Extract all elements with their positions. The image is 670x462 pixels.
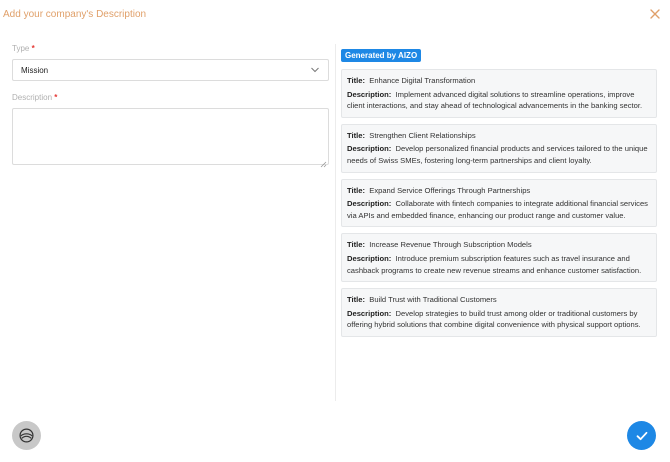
suggestion-description: Introduce premium subscription features such as travel insurance and cashback programs to create new revenue streams and enhance customer satisfaction.: [347, 253, 642, 275]
suggestion-description-row: [347, 198, 651, 221]
suggestion-description-prefix: Description:: [347, 89, 392, 99]
description-field-wrap: [12, 102, 329, 170]
description-label-text: Description: [12, 93, 53, 102]
suggestion-description-row: [347, 89, 651, 112]
suggestion-description-prefix: Description:: [347, 199, 392, 209]
suggestion-description-row: [347, 143, 651, 166]
suggestion-card[interactable]: [341, 179, 657, 228]
suggestion-title-prefix: Title:: [347, 295, 366, 305]
suggestion-description-prefix: Description:: [347, 144, 392, 154]
suggestion-description: Implement advanced digital solutions to streamline operations, improve client interactions, and stay ahead of technological advancements in the banking sector.: [347, 89, 643, 111]
suggestion-title-row: [347, 294, 651, 306]
suggestion-card[interactable]: [341, 69, 657, 118]
suggestion-title: Enhance Digital Transformation: [369, 76, 476, 85]
suggestion-description-prefix: Description:: [347, 308, 392, 318]
suggestion-title-row: [347, 130, 651, 142]
suggestion-description: Collaborate with fintech companies to integrate additional financial services via APIs and embedded finance, enhancing our product range and customer value.: [347, 199, 648, 220]
suggestion-title-row: [347, 239, 651, 251]
suggestion-list: [341, 69, 657, 337]
generated-by-badge: Generated by AIZO: [341, 49, 421, 62]
suggestion-title-prefix: Title:: [347, 240, 366, 250]
description-textarea[interactable]: [12, 108, 329, 165]
close-icon: [648, 7, 662, 21]
suggestion-title-prefix: Title:: [347, 76, 366, 85]
required-marker: *: [31, 44, 35, 53]
aizo-assistant-icon: [18, 427, 35, 444]
required-marker: *: [54, 93, 58, 102]
suggestion-title-prefix: Title:: [347, 130, 366, 140]
check-icon: [635, 429, 649, 443]
type-select[interactable]: [12, 59, 329, 81]
suggestion-card[interactable]: [341, 124, 657, 173]
type-label-text: Type: [12, 44, 30, 53]
suggestion-description-row: [347, 253, 651, 276]
dialog-title: Add your company's Description: [3, 9, 147, 20]
suggestion-title-prefix: Title:: [347, 185, 366, 195]
aizo-assistant-button[interactable]: [12, 421, 41, 450]
description-label: [12, 93, 329, 102]
suggestion-title-row: [347, 185, 651, 197]
suggestion-description-row: [347, 308, 651, 331]
suggestion-title: Increase Revenue Through Subscription Models: [369, 240, 532, 250]
close-button[interactable]: [648, 7, 662, 21]
type-label: [12, 44, 329, 53]
confirm-button[interactable]: [627, 421, 656, 450]
suggestion-description: Develop personalized financial products and services tailored to the unique needs of Swiss SMEs, fostering long-term partnerships and client loyalty.: [347, 144, 648, 165]
column-divider: [335, 44, 336, 401]
suggestion-title: Expand Service Offerings Through Partnerships: [369, 185, 531, 195]
resize-grip-icon[interactable]: [320, 161, 327, 168]
type-select-value: Mission: [21, 65, 49, 75]
suggestion-card[interactable]: [341, 288, 657, 337]
chevron-down-icon: [310, 66, 320, 74]
suggestion-title: Build Trust with Traditional Customers: [369, 295, 497, 305]
suggestion-description: Develop strategies to build trust among older or traditional customers by offering hybrid solutions that combine digital convenience with physical support options.: [347, 308, 641, 330]
suggestion-card[interactable]: [341, 233, 657, 282]
ai-suggestions-panel: [341, 45, 657, 337]
form-panel: [12, 44, 329, 170]
suggestion-description-prefix: Description:: [347, 253, 392, 263]
suggestion-title: Strengthen Client Relationships: [369, 130, 476, 140]
suggestion-title-row: [347, 75, 651, 87]
